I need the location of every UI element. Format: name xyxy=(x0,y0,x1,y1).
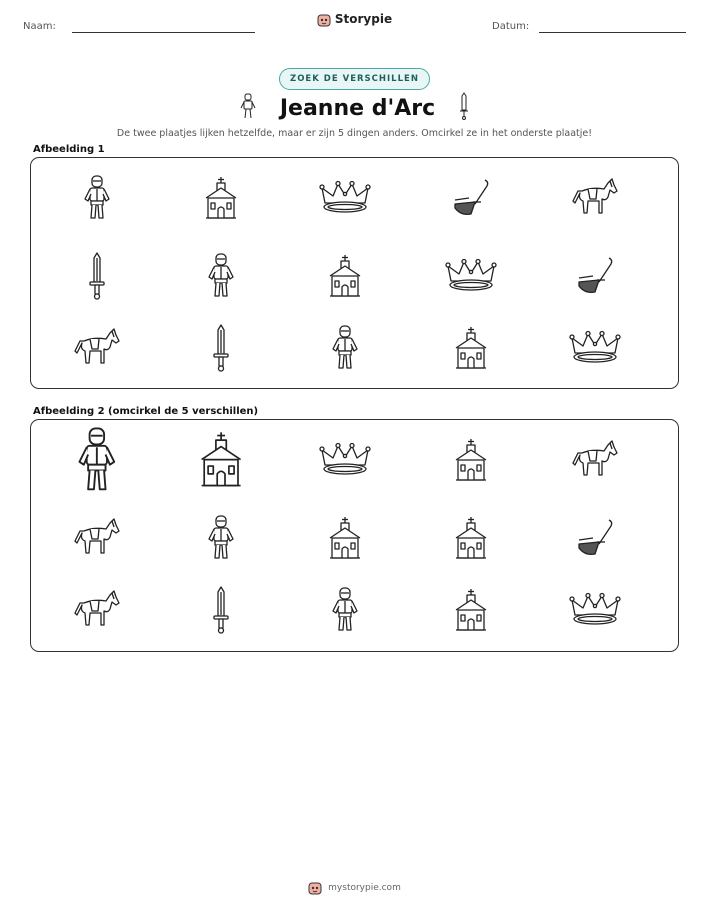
horse-icon xyxy=(74,327,120,369)
church-icon[interactable] xyxy=(454,438,488,482)
instructions: De twee plaatjes lijken hetzelfde, maar er zijn 5 dingen anders. Omcirkel ze in het onderste plaatje! xyxy=(116,128,593,139)
knight-icon[interactable] xyxy=(332,587,358,633)
church-icon[interactable] xyxy=(454,516,488,560)
knight-icon[interactable] xyxy=(78,427,116,494)
church-icon[interactable] xyxy=(199,431,243,488)
name-line xyxy=(72,32,255,33)
brand xyxy=(0,12,709,31)
horse-icon[interactable] xyxy=(74,517,120,559)
horse-icon[interactable] xyxy=(572,439,618,481)
church-icon xyxy=(328,254,362,298)
church-icon xyxy=(204,176,238,220)
picture1-panel xyxy=(30,157,679,389)
plow-icon[interactable] xyxy=(575,518,615,558)
church-icon[interactable] xyxy=(328,516,362,560)
knight-icon[interactable] xyxy=(208,515,234,561)
crown-icon xyxy=(570,331,620,365)
activity-badge: ZOEK DE VERSCHILLEN xyxy=(279,68,430,90)
church-icon[interactable] xyxy=(454,588,488,632)
sword-icon xyxy=(213,324,229,372)
crown-icon xyxy=(320,181,370,215)
name-label: Naam: xyxy=(23,21,56,32)
page-title: Jeanne d'Arc xyxy=(279,95,436,121)
brand-name: Storypie xyxy=(334,12,393,26)
crown-icon[interactable] xyxy=(570,593,620,627)
horse-icon[interactable] xyxy=(74,589,120,631)
picture2-panel xyxy=(30,419,679,652)
church-icon xyxy=(454,326,488,370)
plow-icon xyxy=(575,256,615,296)
picture1-label: Afbeelding 1 xyxy=(33,144,105,155)
storypie-logo-icon xyxy=(308,881,322,895)
knight-icon xyxy=(84,175,110,221)
storypie-logo-icon xyxy=(317,12,331,26)
picture2-label: Afbeelding 2 (omcirkel de 5 verschillen) xyxy=(33,406,259,417)
knight-icon xyxy=(240,93,256,123)
sword-icon[interactable] xyxy=(213,586,229,634)
knight-icon xyxy=(208,253,234,299)
sword-icon xyxy=(89,252,105,300)
date-line xyxy=(539,32,686,33)
plow-icon xyxy=(451,178,491,218)
date-label: Datum: xyxy=(492,21,530,32)
sword-icon xyxy=(459,92,469,124)
crown-icon[interactable] xyxy=(320,443,370,477)
horse-icon xyxy=(572,177,618,219)
footer xyxy=(0,881,709,898)
knight-icon xyxy=(332,325,358,371)
footer-url: mystorypie.com xyxy=(328,883,401,893)
crown-icon xyxy=(446,259,496,293)
